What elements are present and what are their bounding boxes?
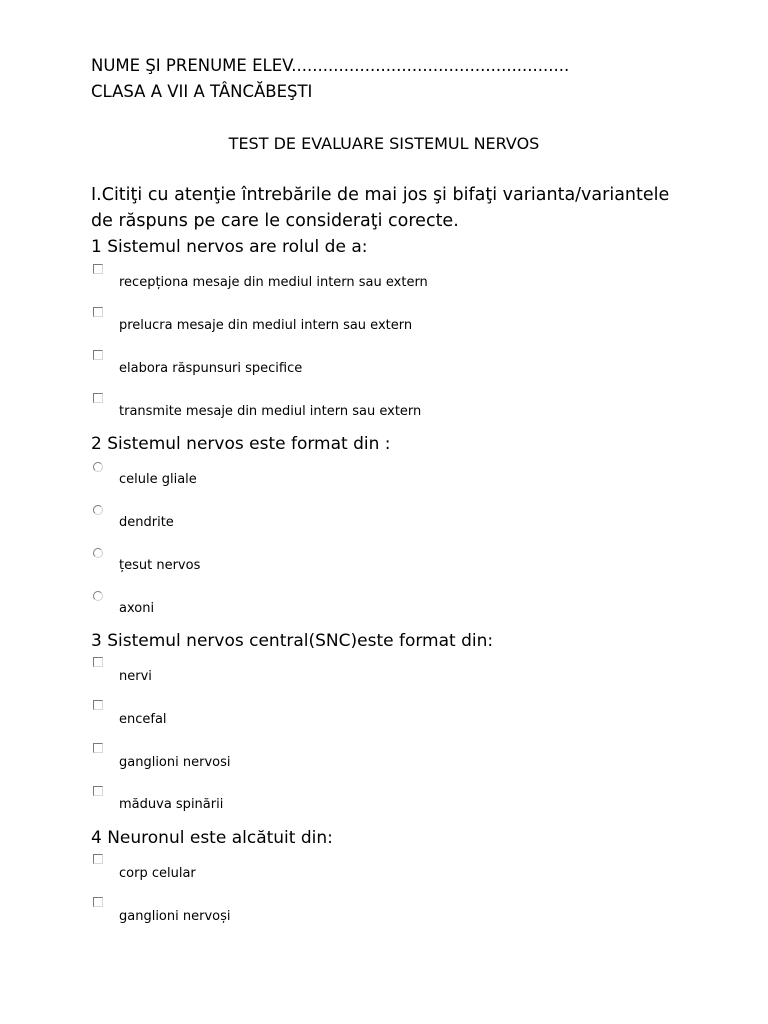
q2-option-3-radio[interactable] bbox=[93, 548, 103, 558]
q2-option-4-radio[interactable] bbox=[93, 591, 103, 601]
q1-option-1-checkbox[interactable] bbox=[93, 264, 103, 274]
q3-option-4-label: măduva spinării bbox=[119, 797, 224, 812]
q1-option-4-checkbox[interactable] bbox=[93, 393, 103, 403]
question-3-title: 3 Sistemul nervos central(SNC)este format din: bbox=[91, 631, 494, 651]
student-name-line: NUME ŞI PRENUME ELEV..................................................... bbox=[91, 56, 570, 75]
q2-option-2-label: dendrite bbox=[119, 515, 174, 530]
q2-option-1-radio[interactable] bbox=[93, 462, 103, 472]
class-line: CLASA A VII A TÂNCĂBEŞTI bbox=[91, 82, 313, 101]
instructions-line-2: de răspuns pe care le consideraţi corecte. bbox=[91, 211, 459, 231]
question-1-title: 1 Sistemul nervos are rolul de a: bbox=[91, 237, 368, 257]
q3-option-4-checkbox[interactable] bbox=[93, 786, 103, 796]
q2-option-3-label: țesut nervos bbox=[119, 558, 201, 573]
q3-option-1-label: nervi bbox=[119, 669, 152, 684]
q1-option-3-label: elabora răspunsuri specifice bbox=[119, 361, 303, 376]
q4-option-1-checkbox[interactable] bbox=[93, 854, 103, 864]
test-title: TEST DE EVALUARE SISTEMUL NERVOS bbox=[228, 134, 540, 153]
q1-option-2-label: prelucra mesaje din mediul intern sau extern bbox=[119, 318, 413, 333]
q4-option-1-label: corp celular bbox=[119, 866, 196, 881]
q1-option-1-label: recepționa mesaje din mediul intern sau extern bbox=[119, 275, 428, 290]
q3-option-2-label: encefal bbox=[119, 712, 167, 727]
q1-option-3-checkbox[interactable] bbox=[93, 350, 103, 360]
q3-option-2-checkbox[interactable] bbox=[93, 700, 103, 710]
q1-option-4-label: transmite mesaje din mediul intern sau extern bbox=[119, 404, 422, 419]
q4-option-2-checkbox[interactable] bbox=[93, 897, 103, 907]
q3-option-3-label: ganglioni nervosi bbox=[119, 755, 231, 770]
q2-option-2-radio[interactable] bbox=[93, 505, 103, 515]
q3-option-1-checkbox[interactable] bbox=[93, 657, 103, 667]
q3-option-3-checkbox[interactable] bbox=[93, 743, 103, 753]
q2-option-1-label: celule gliale bbox=[119, 472, 197, 487]
q4-option-2-label: ganglioni nervoși bbox=[119, 909, 231, 924]
question-4-title: 4 Neuronul este alcătuit din: bbox=[91, 828, 333, 848]
question-2-title: 2 Sistemul nervos este format din : bbox=[91, 434, 391, 454]
q2-option-4-label: axoni bbox=[119, 601, 155, 616]
q1-option-2-checkbox[interactable] bbox=[93, 307, 103, 317]
instructions-line-1: I.Citiţi cu atenţie întrebările de mai jos şi bifaţi varianta/variantele bbox=[91, 185, 670, 205]
